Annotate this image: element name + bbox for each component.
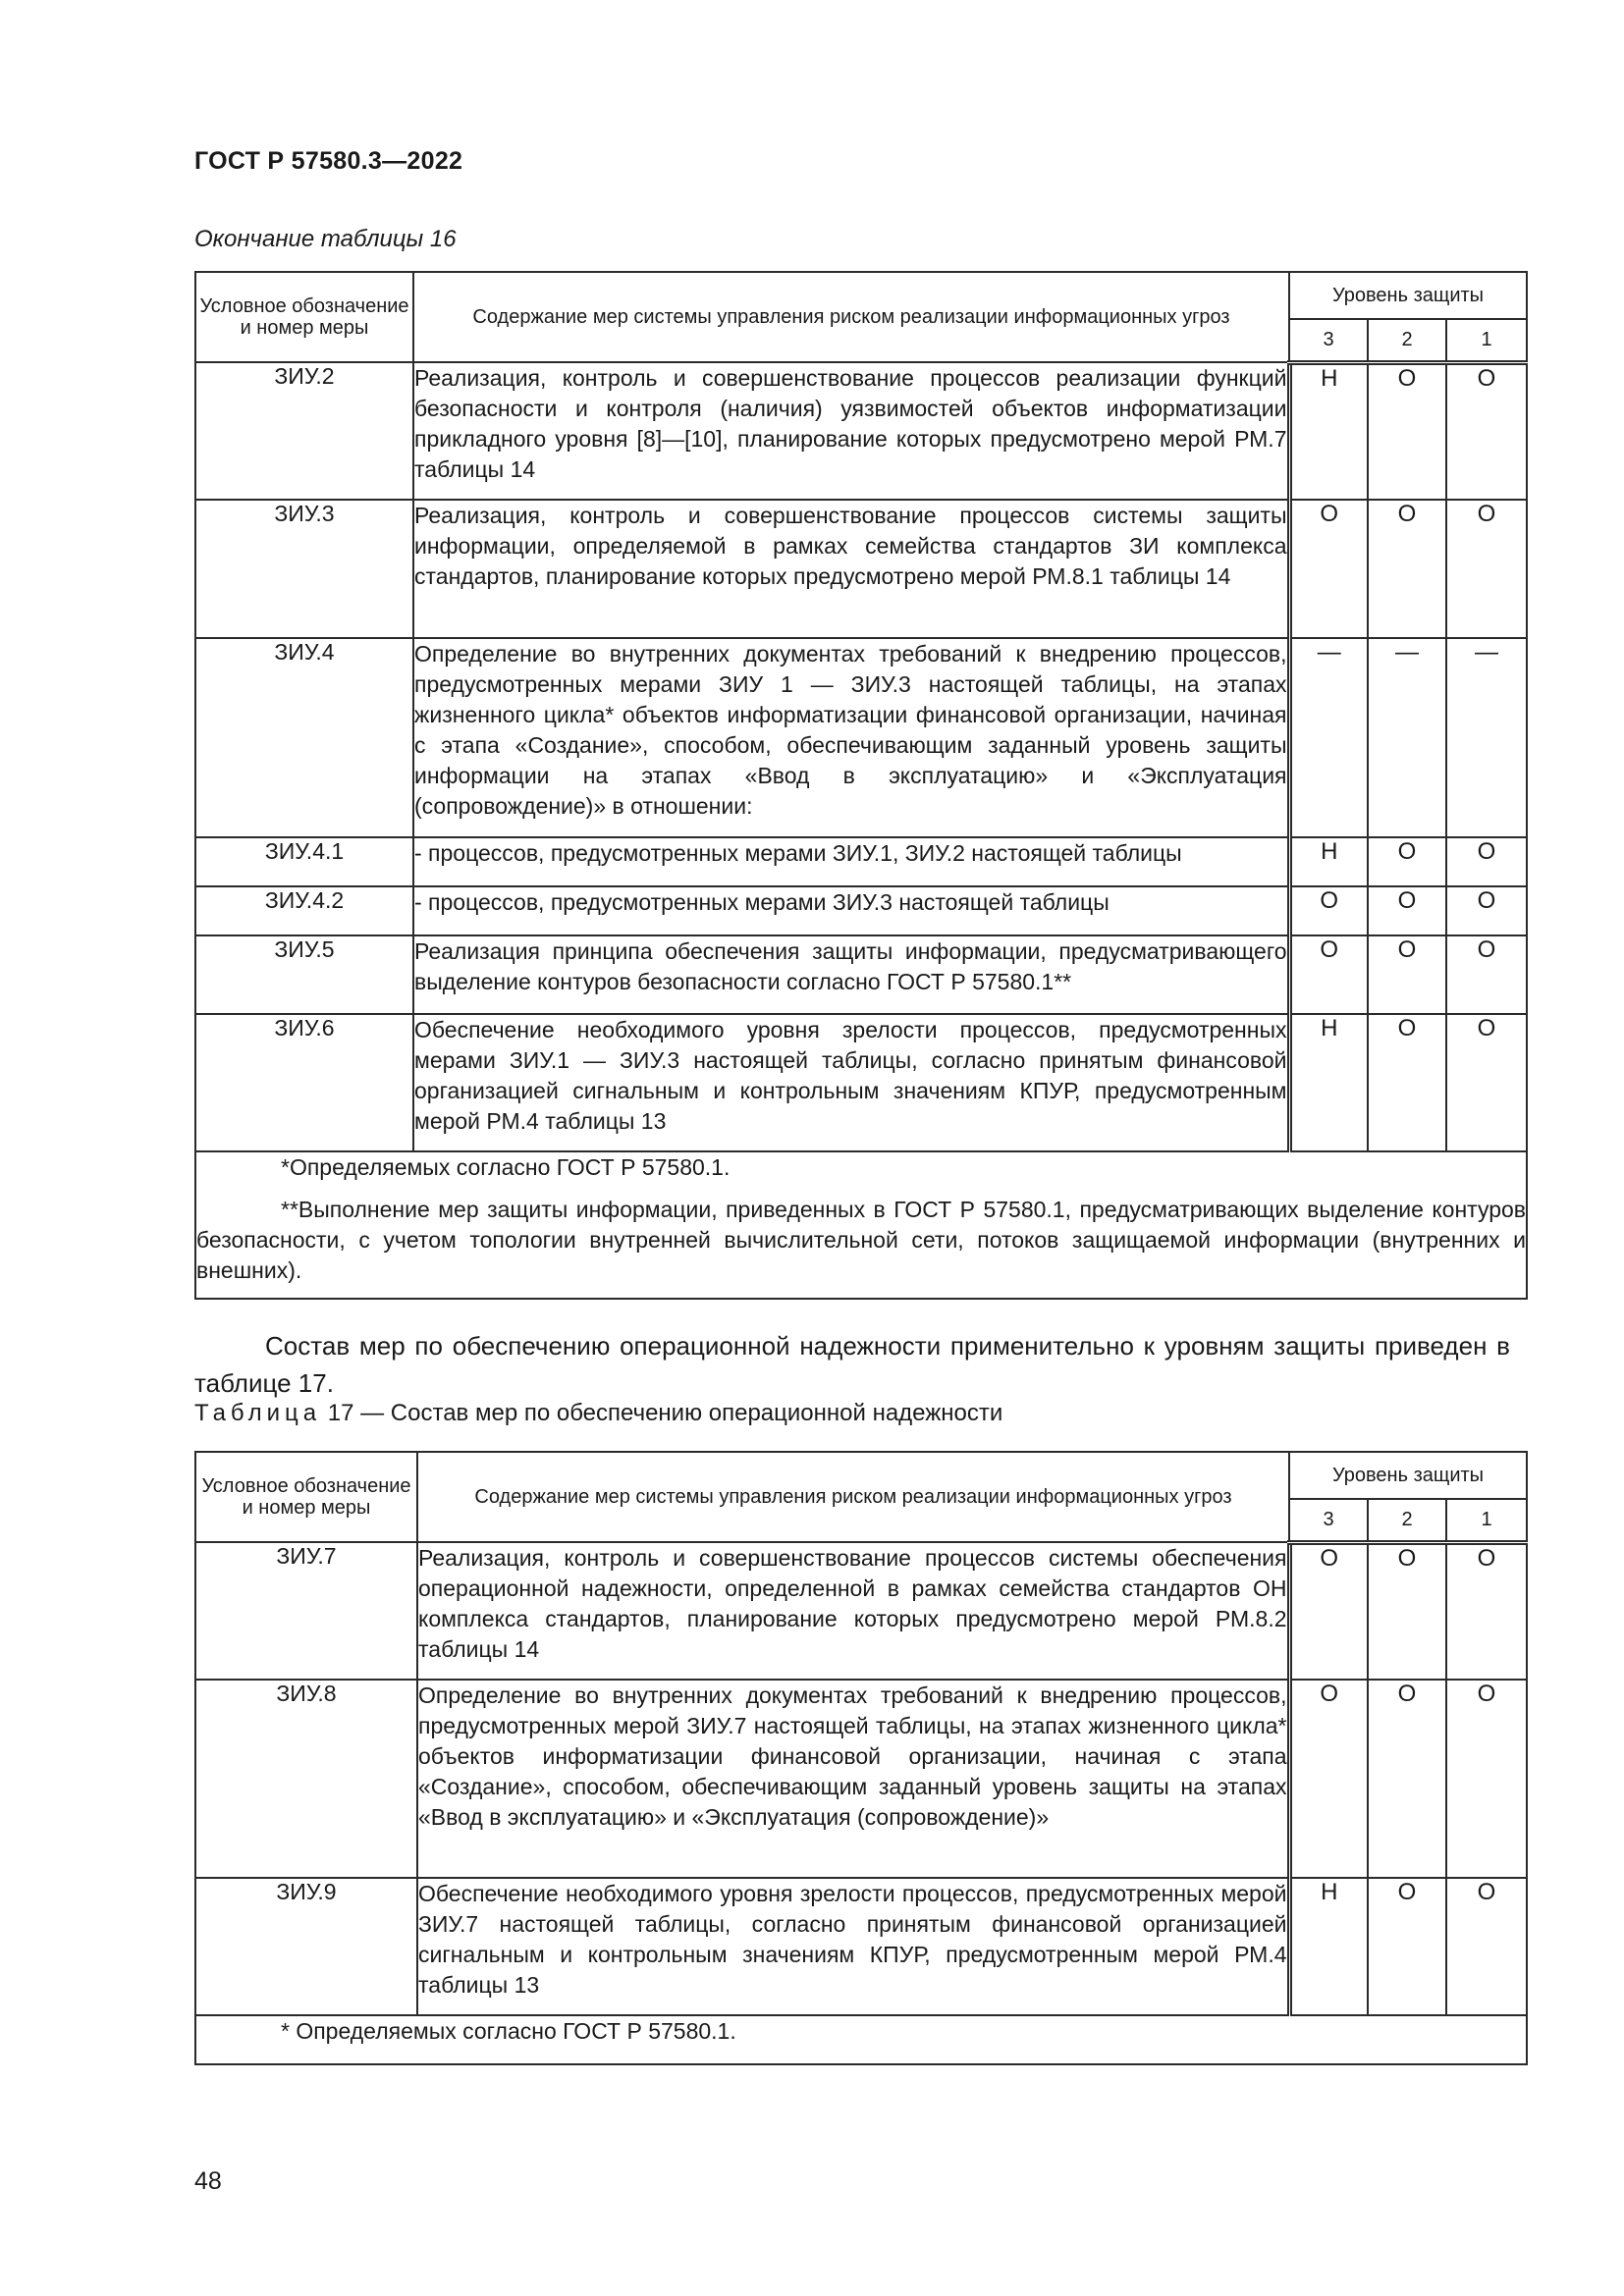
level-header-2: 2 — [1368, 319, 1446, 362]
measure-code: ЗИУ.2 — [195, 362, 413, 500]
measure-code: ЗИУ.8 — [195, 1680, 417, 1878]
level-2-value: О — [1368, 886, 1446, 935]
measure-code: ЗИУ.4 — [195, 638, 413, 837]
document-code: ГОСТ Р 57580.3—2022 — [194, 147, 463, 175]
level-1-value: О — [1446, 837, 1527, 886]
level-1-value: О — [1446, 500, 1527, 638]
measure-description: Обеспечение необходимого уровня зрелости процессов, предусмотренных мерами ЗИУ.1 — ЗИУ.3 настоящей таблицы, согласно принятым финансовой организацией сигнальным и контрольным значениям КПУР, предусмотренным мерой РМ.4 таблицы 13 — [413, 1014, 1289, 1151]
table-row — [195, 1014, 1527, 1151]
measure-description: Реализация принципа обеспечения защиты информации, предусматривающего выделение контуров безопасности согласно ГОСТ Р 57580.1** — [413, 935, 1289, 1014]
table-row — [195, 837, 1527, 886]
level-3-value: Н — [1289, 837, 1368, 886]
level-3-value: Н — [1289, 1878, 1368, 2015]
level-1-value: О — [1446, 935, 1527, 1014]
footnote: *Определяемых согласно ГОСТ Р 57580.1. — [281, 1154, 731, 1180]
table-row — [195, 1542, 1527, 1680]
table-row — [195, 935, 1527, 1014]
measure-code: ЗИУ.6 — [195, 1014, 413, 1151]
table-footnotes — [195, 2015, 1527, 2064]
level-2-value: О — [1368, 362, 1446, 500]
level-header-1: 1 — [1446, 1499, 1527, 1542]
measure-code: ЗИУ.9 — [195, 1878, 417, 2015]
col-header-code: Условное обозначение и номер меры — [195, 1452, 417, 1542]
level-1-value: О — [1446, 1878, 1527, 2015]
footnote: * Определяемых согласно ГОСТ Р 57580.1. — [281, 2018, 736, 2044]
level-header-1: 1 — [1446, 319, 1527, 362]
measure-code: ЗИУ.7 — [195, 1542, 417, 1680]
measure-description: Обеспечение необходимого уровня зрелости процессов, предусмотренных мерой ЗИУ.7 настоящей таблицы, согласно принятым финансовой организацией сигнальным и контрольным значениям КПУР, предусмотренным мерой РМ.4 таблицы 13 — [417, 1878, 1289, 2015]
footnote: **Выполнение мер защиты информации, приведенных в ГОСТ Р 57580.1, предусматривающих выделение контуров безопасности, с учетом топологии внутренней вычислительной сети, потоков защищаемой информации (внутренних и внешних). — [196, 1197, 1527, 1283]
level-3-value: О — [1289, 1680, 1368, 1878]
level-1-value: О — [1446, 1680, 1527, 1878]
level-2-value: — — [1368, 638, 1446, 837]
level-3-value: О — [1289, 886, 1368, 935]
measure-code: ЗИУ.4.2 — [195, 886, 413, 935]
level-3-value: Н — [1289, 1014, 1368, 1151]
level-header-3: 3 — [1289, 319, 1368, 362]
col-header-code: Условное обозначение и номер меры — [195, 272, 413, 362]
level-1-value: О — [1446, 886, 1527, 935]
table-row — [195, 886, 1527, 935]
level-header-3: 3 — [1289, 1499, 1368, 1542]
level-3-value: О — [1289, 1542, 1368, 1680]
table-continuation-caption: Окончание таблицы 16 — [194, 226, 457, 252]
level-3-value: Н — [1289, 362, 1368, 500]
measure-description: Определение во внутренних документах требований к внедрению процессов, предусмотренных мерой ЗИУ.7 настоящей таблицы, на этапах жизненного цикла* объектов информатизации финансовой организации, начиная с этапа «Создание», способом, обеспечивающим заданный уровень защиты на этапах «Ввод в эксплуатацию» и «Эксплуатация (сопровождение)» — [417, 1680, 1289, 1878]
level-3-value: О — [1289, 935, 1368, 1014]
measure-description: Реализация, контроль и совершенствование процессов реализации функций безопасности и контроля (наличия) уязвимостей объектов информатизации прикладного уровня [8]—[10], планирование которых предусмотрено мерой РМ.7 таблицы 14 — [413, 362, 1289, 500]
col-header-levels: Уровень защиты — [1289, 272, 1527, 319]
table-caption-title: 17 — Состав мер по обеспечению операционной надежности — [321, 1400, 1003, 1426]
measure-description: Определение во внутренних документах требований к внедрению процессов, предусмотренных мерами ЗИУ 1 — ЗИУ.3 настоящей таблицы, на этапах жизненного цикла* объектов информатизации финансовой организации, начиная с этапа «Создание», способом, обеспечивающим заданный уровень защиты информации на этапах «Ввод в эксплуатацию» и «Эксплуатация (сопровождение)» в отношении: — [413, 638, 1289, 837]
level-2-value: О — [1368, 837, 1446, 886]
level-2-value: О — [1368, 1878, 1446, 2015]
measure-description: Реализация, контроль и совершенствование процессов системы обеспечения операционной надежности, определенной в рамках семейства стандартов ОН комплекса стандартов, планирование которых предусмотрено мерой РМ.8.2 таблицы 14 — [417, 1542, 1289, 1680]
measure-code: ЗИУ.3 — [195, 500, 413, 638]
table-17-caption — [194, 1400, 1002, 1427]
level-2-value: О — [1368, 1542, 1446, 1680]
col-header-levels: Уровень защиты — [1289, 1452, 1527, 1499]
level-1-value: О — [1446, 362, 1527, 500]
table-17 — [194, 1451, 1528, 2065]
table-row — [195, 1680, 1527, 1878]
level-1-value: — — [1446, 638, 1527, 837]
level-2-value: О — [1368, 1680, 1446, 1878]
level-2-value: О — [1368, 935, 1446, 1014]
table-footnotes — [195, 1151, 1527, 1299]
measure-code: ЗИУ.5 — [195, 935, 413, 1014]
measure-description: - процессов, предусмотренных мерами ЗИУ.3 настоящей таблицы — [413, 886, 1289, 935]
level-2-value: О — [1368, 1014, 1446, 1151]
table-row — [195, 500, 1527, 638]
table-row — [195, 1878, 1527, 2015]
level-3-value: О — [1289, 500, 1368, 638]
measure-description: Реализация, контроль и совершенствование процессов системы защиты информации, определяемой в рамках семейства стандартов ЗИ комплекса стандартов, планирование которых предусмотрено мерой РМ.8.1 таблицы 14 — [413, 500, 1289, 638]
table-16 — [194, 271, 1528, 1300]
level-1-value: О — [1446, 1542, 1527, 1680]
table-row — [195, 362, 1527, 500]
table-row — [195, 638, 1527, 837]
col-header-content: Содержание мер системы управления риском реализации информационных угроз — [417, 1452, 1289, 1542]
level-2-value: О — [1368, 500, 1446, 638]
level-3-value: — — [1289, 638, 1368, 837]
table-caption-label: Таблица — [194, 1400, 322, 1426]
page-number: 48 — [194, 2167, 222, 2195]
level-1-value: О — [1446, 1014, 1527, 1151]
body-paragraph: Состав мер по обеспечению операционной надежности применительно к уровням защиты приведен в таблице 17. — [194, 1331, 1510, 1398]
measure-description: - процессов, предусмотренных мерами ЗИУ.1, ЗИУ.2 настоящей таблицы — [413, 837, 1289, 886]
col-header-content: Содержание мер системы управления риском реализации информационных угроз — [413, 272, 1289, 362]
level-header-2: 2 — [1368, 1499, 1446, 1542]
measure-code: ЗИУ.4.1 — [195, 837, 413, 886]
